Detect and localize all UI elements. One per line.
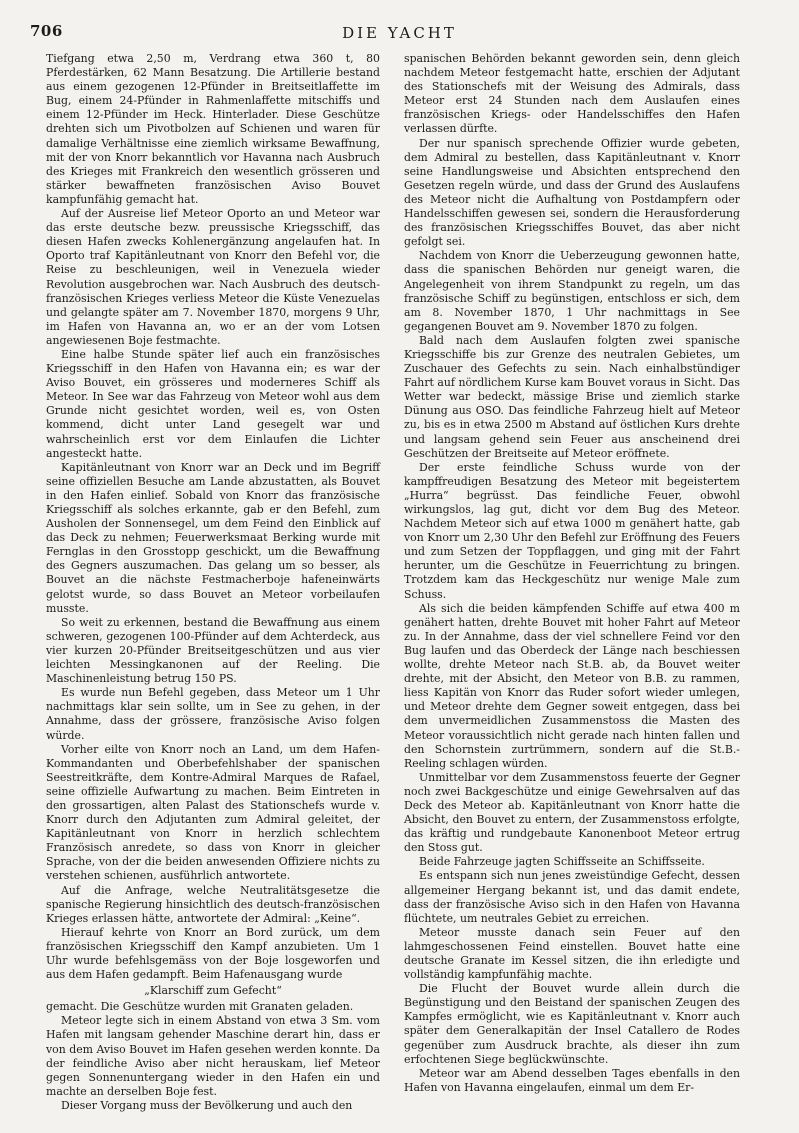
- page-number: 706: [30, 22, 63, 40]
- right-paragraph-10: Meteor musste danach sein Feuer auf den lahmgeschossenen Feind einstellen. Bouvet hatte eine deutsche Granate im Kessel sitzen, die ihn erledigte und vollständig kampfunfähig machte.: [404, 925, 740, 982]
- right-paragraph-5: Der erste feindliche Schuss wurde von der kampffreudigen Besatzung des Meteor mit begeistertem „Hurra“ begrüsst. Das feindliche Feuer, obwohl wirkungslos, lag gut, dicht vor dem Bug des Meteor. Nachdem Meteor sich auf etwa 1000 m genähert hatte, gab von Knorr um 2,30 Uhr den Befehl zur Eröffnung des Feuers und zum Setzen der Toppflaggen, und ging mit der Fahrt herunter, um die Geschütze in Feuerrichtung zu bringen. Trotzdem kam das Heckgeschütz nur wenige Male zum Schuss.: [404, 460, 740, 601]
- left-paragraph-2: Auf der Ausreise lief Meteor Oporto an und Meteor war das erste deutsche bezw. preussische Kriegsschiff, das diesen Hafen zwecks Kohlenergänzung angelaufen hat. In Oporto traf Kapitänleutnant von Knorr den Befehl vor, die Reise zu beschleunigen, weil in Venezuela wieder Revolution ausgebrochen war. Nach Ausbruch des deutsch-französischen Krieges verliess Meteor die Küste Venezuelas und gelangte später am 7. November 1870, morgens 9 Uhr, im Hafen von Havanna an, wo er an der vom Lotsen angewiesenen Boje festmachte.: [46, 207, 380, 347]
- right-paragraph-6: Als sich die beiden kämpfenden Schiffe auf etwa 400 m genähert hatten, drehte Bouvet mit hoher Fahrt auf Meteor zu. In der Annahme, dass der viel schnellere Feind vor den Bug laufen und das Oberdeck der Länge nach beschiessen wollte, drehte Meteor nach St.B. ab, da Bouvet weiter drehte, mit der Absicht, den Meteor von B.B. zu rammen, liess Kapitän von Knorr das Ruder sofort wieder umlegen, und Meteor drehte dem Gegner soweit entgegen, dass bei dem unvermeidlichen Zusammenstoss die Masten des Meteor voraussichtlich nicht gerade nach hinten fallen und den Schornstein zurtrümmern, sondern auf die St.B.-Reeling schlagen würden.: [404, 601, 740, 770]
- left-paragraph-10: „Klarschiff zum Gefecht“: [144, 984, 282, 998]
- left-paragraph-7: Vorher eilte von Knorr noch an Land, um dem Hafen-Kommandanten und Oberbefehlshaber der spanischen Seestreitkräfte, dem Kontre-Admiral Marques de Rafael, seine offizielle Aufwartung zu machen. Beim Eintreten in den grossartigen, alten Palast des Stationschefs wurde v. Knorr durch den Adjutanten zum Admiral geleitet, der Kapitänleutnant von Knorr in herzlich schlechtem Französisch anredete, so dass von Knorr in gleicher Sprache, von der die beiden anwesenden Offiziere nichts zu verstehen schienen, ausführlich antwortete.: [46, 742, 380, 883]
- right-paragraph-4: Bald nach dem Auslaufen folgten zwei spanische Kriegsschiffe bis zur Grenze des neutralen Gebietes, um Zuschauer des Gefechts zu sein. Nach einhalbstündiger Fahrt auf nördlichem Kurse kam Bouvet voraus in Sicht. Das Wetter war bedeckt, mässige Brise und ziemlich starke Dünung aus OSO. Das feindliche Fahrzeug hielt auf Meteor zu, bis es in etwa 2500 m Abstand auf östlichen Kurs drehte und langsam gehend sein Feuer aus anscheinend drei Geschützen der Breitseite auf Meteor eröffnete.: [404, 333, 740, 460]
- left-paragraph-1: Tiefgang etwa 2,50 m, Verdrang etwa 360 t, 80 Pferdestärken, 62 Mann Besatzung. Die Artillerie bestand aus einem gezogenen 12-Pfünder in Breitseitlaffette im Bug, einem 24-Pfünder in Rahmenlaffette mitschiffs und einem 12-Pfünder im Heck. Hinterlader. Diese Geschütze drehten sich um Pivotbolzen auf Schienen und waren für damalige Verhältnisse eine ziemlich wirksame Bewaffnung, mit der von Knorr bekanntlich vor Havanna nach Ausbruch des Krieges mit Frankreich den wesentlich grösseren und stärker bewaffneten französischen Aviso Bouvet kampfunfähig gemacht hat.: [46, 52, 380, 206]
- left-paragraph-12: Meteor legte sich in einem Abstand von etwa 3 Sm. vom Hafen mit langsam gehender Maschine derart hin, dass er von dem Aviso Bouvet im Hafen gesehen werden konnte. Da der feindliche Aviso aber nicht herauskam, lief Meteor gegen Sonnenuntergang wieder in den Hafen ein und machte an derselben Boje fest.: [46, 1014, 380, 1098]
- right-paragraph-1: spanischen Behörden bekannt geworden sein, denn gleich nachdem Meteor festgemacht hatte, erschien der Adjutant des Stationschefs mit der Weisung des Admirals, dass Meteor erst 24 Stunden nach dem Auslaufen eines französischen Kriegs- oder Handelsschiffes den Hafen verlassen dürfte.: [404, 52, 740, 136]
- left-paragraph-3: Eine halbe Stunde später lief auch ein französisches Kriegsschiff in den Hafen von Havanna ein; es war der Aviso Bouvet, ein grösseres und moderneres Schiff als Meteor. In See war das Fahrzeug von Meteor wohl aus dem Grunde nicht gesichtet worden, weil es, von Osten kommend, dicht unter Land gesegelt war und wahrscheinlich erst vor dem Einlaufen die Lichter angesteckt hatte.: [46, 347, 380, 460]
- left-paragraph-5: So weit zu erkennen, bestand die Bewaffnung aus einem schweren, gezogenen 100-Pfünder auf dem Achterdeck, aus vier kurzen 20-Pfünder Breitseitgeschützen und aus vier leichten Messingkanonen auf der Reeling. Die Maschinenleistung betrug 150 PS.: [46, 615, 380, 686]
- left-paragraph-13: Dieser Vorgang muss der Bevölkerung und auch den: [61, 1098, 353, 1112]
- right-paragraph-11: Die Flucht der Bouvet wurde allein durch die Begünstigung und den Beistand der spanischen Zeugen des Kampfes ermöglicht, wie es Kapitänleutnant v. Knorr auch später dem Generalkapitän der Insel Catallero de Rodes gegenüber zum Ausdruck brachte, als dieser ihn zum erfochtenen Siege beglückwünschte.: [404, 982, 740, 1066]
- left-paragraph-8: Auf die Anfrage, welche Neutralitätsgesetze die spanische Regierung hinsichtlich des deutsch-französischen Krieges erlassen hätte, antwortete der Admiral: „Keine“.: [46, 883, 380, 925]
- left-paragraph-4: Kapitänleutnant von Knorr war an Deck und im Begriff seine offiziellen Besuche am Lande abzustatten, als Bouvet in den Hafen einlief. Sobald von Knorr das französische Kriegsschiff als solches erkannte, gab er den Befehl, zum Ausholen der Sonnensegel, um dem Feind den Einblick auf das Deck zu nehmen; Feuerwerksmaat Berking wurde mit Fernglas in den Grosstopp geschickt, um die Bewaffnung des Gegners auszumachen. Das gelang um so besser, als Bouvet an die nächste Festmacherboje hafeneinwärts gelotst wurde, so dass Bouvet an Meteor vorbeilaufen musste.: [46, 460, 380, 615]
- right-paragraph-3: Nachdem von Knorr die Ueberzeugung gewonnen hatte, dass die spanischen Behörden nur geneigt waren, die Angelegenheit von ihrem Standpunkt zu regeln, um das französische Schiff zu begünstigen, entschloss er sich, dem am 8. November 1870, 1 Uhr nachmittags in See gegangenen Bouvet am 9. November 1870 zu folgen.: [404, 249, 740, 333]
- right-paragraph-9: Es entspann sich nun jenes zweistündige Gefecht, dessen allgemeiner Hergang bekannt ist, und das damit endete, dass der französische Aviso sich in den Hafen von Havanna flüchtete, um neutrales Gebiet zu erreichen.: [404, 869, 740, 925]
- right-paragraph-2: Der nur spanisch sprechende Offizier wurde gebeten, dem Admiral zu bestellen, dass Kapitänleutnant v. Knorr seine Handlungsweise und Absichten entsprechend den Gesetzen regeln würde, und dass der Grund des Auslaufens des Meteor nicht die Aufhaltung von Postdampfern oder Handelsschiffen gewesen sei, sondern die Herausforderung des französischen Kriegsschiffes Bouvet, das aber nicht gefolgt sei.: [404, 136, 740, 249]
- right-paragraph-7: Unmittelbar vor dem Zusammenstoss feuerte der Gegner noch zwei Backgeschütze und einige Gewehrsalven auf das Deck des Meteor ab. Kapitänleutnant von Knorr hatte die Absicht, den Bouvet zu entern, der Zusammenstoss erfolgte, das kräftig und rundgebaute Kanonenboot Meteor ertrug den Stoss gut.: [404, 770, 740, 855]
- left-paragraph-6: Es wurde nun Befehl gegeben, dass Meteor um 1 Uhr nachmittags klar sein sollte, um in See zu gehen, in der Annahme, dass der grössere, französische Aviso folgen würde.: [46, 686, 380, 742]
- left-paragraph-9: Hierauf kehrte von Knorr an Bord zurück, um dem französischen Kriegsschiff den Kampf anzubieten. Um 1 Uhr wurde befehlsgemäss von der Boje losgeworfen und aus dem Hafen gedampft. Beim Hafenausgang wurde: [46, 925, 380, 982]
- running-title: DIE YACHT: [342, 24, 457, 42]
- left-paragraph-11: gemacht. Die Geschütze wurden mit Granaten geladen.: [46, 1000, 354, 1014]
- right-paragraph-8: Beide Fahrzeuge jagten Schiffsseite an Schiffsseite.: [419, 855, 705, 869]
- text-column-left: [46, 52, 380, 1113]
- text-column-right: [404, 52, 740, 1095]
- right-paragraph-12: Meteor war am Abend desselben Tages ebenfalls in den Hafen von Havanna eingelaufen, einmal um dem Er-: [404, 1066, 740, 1094]
